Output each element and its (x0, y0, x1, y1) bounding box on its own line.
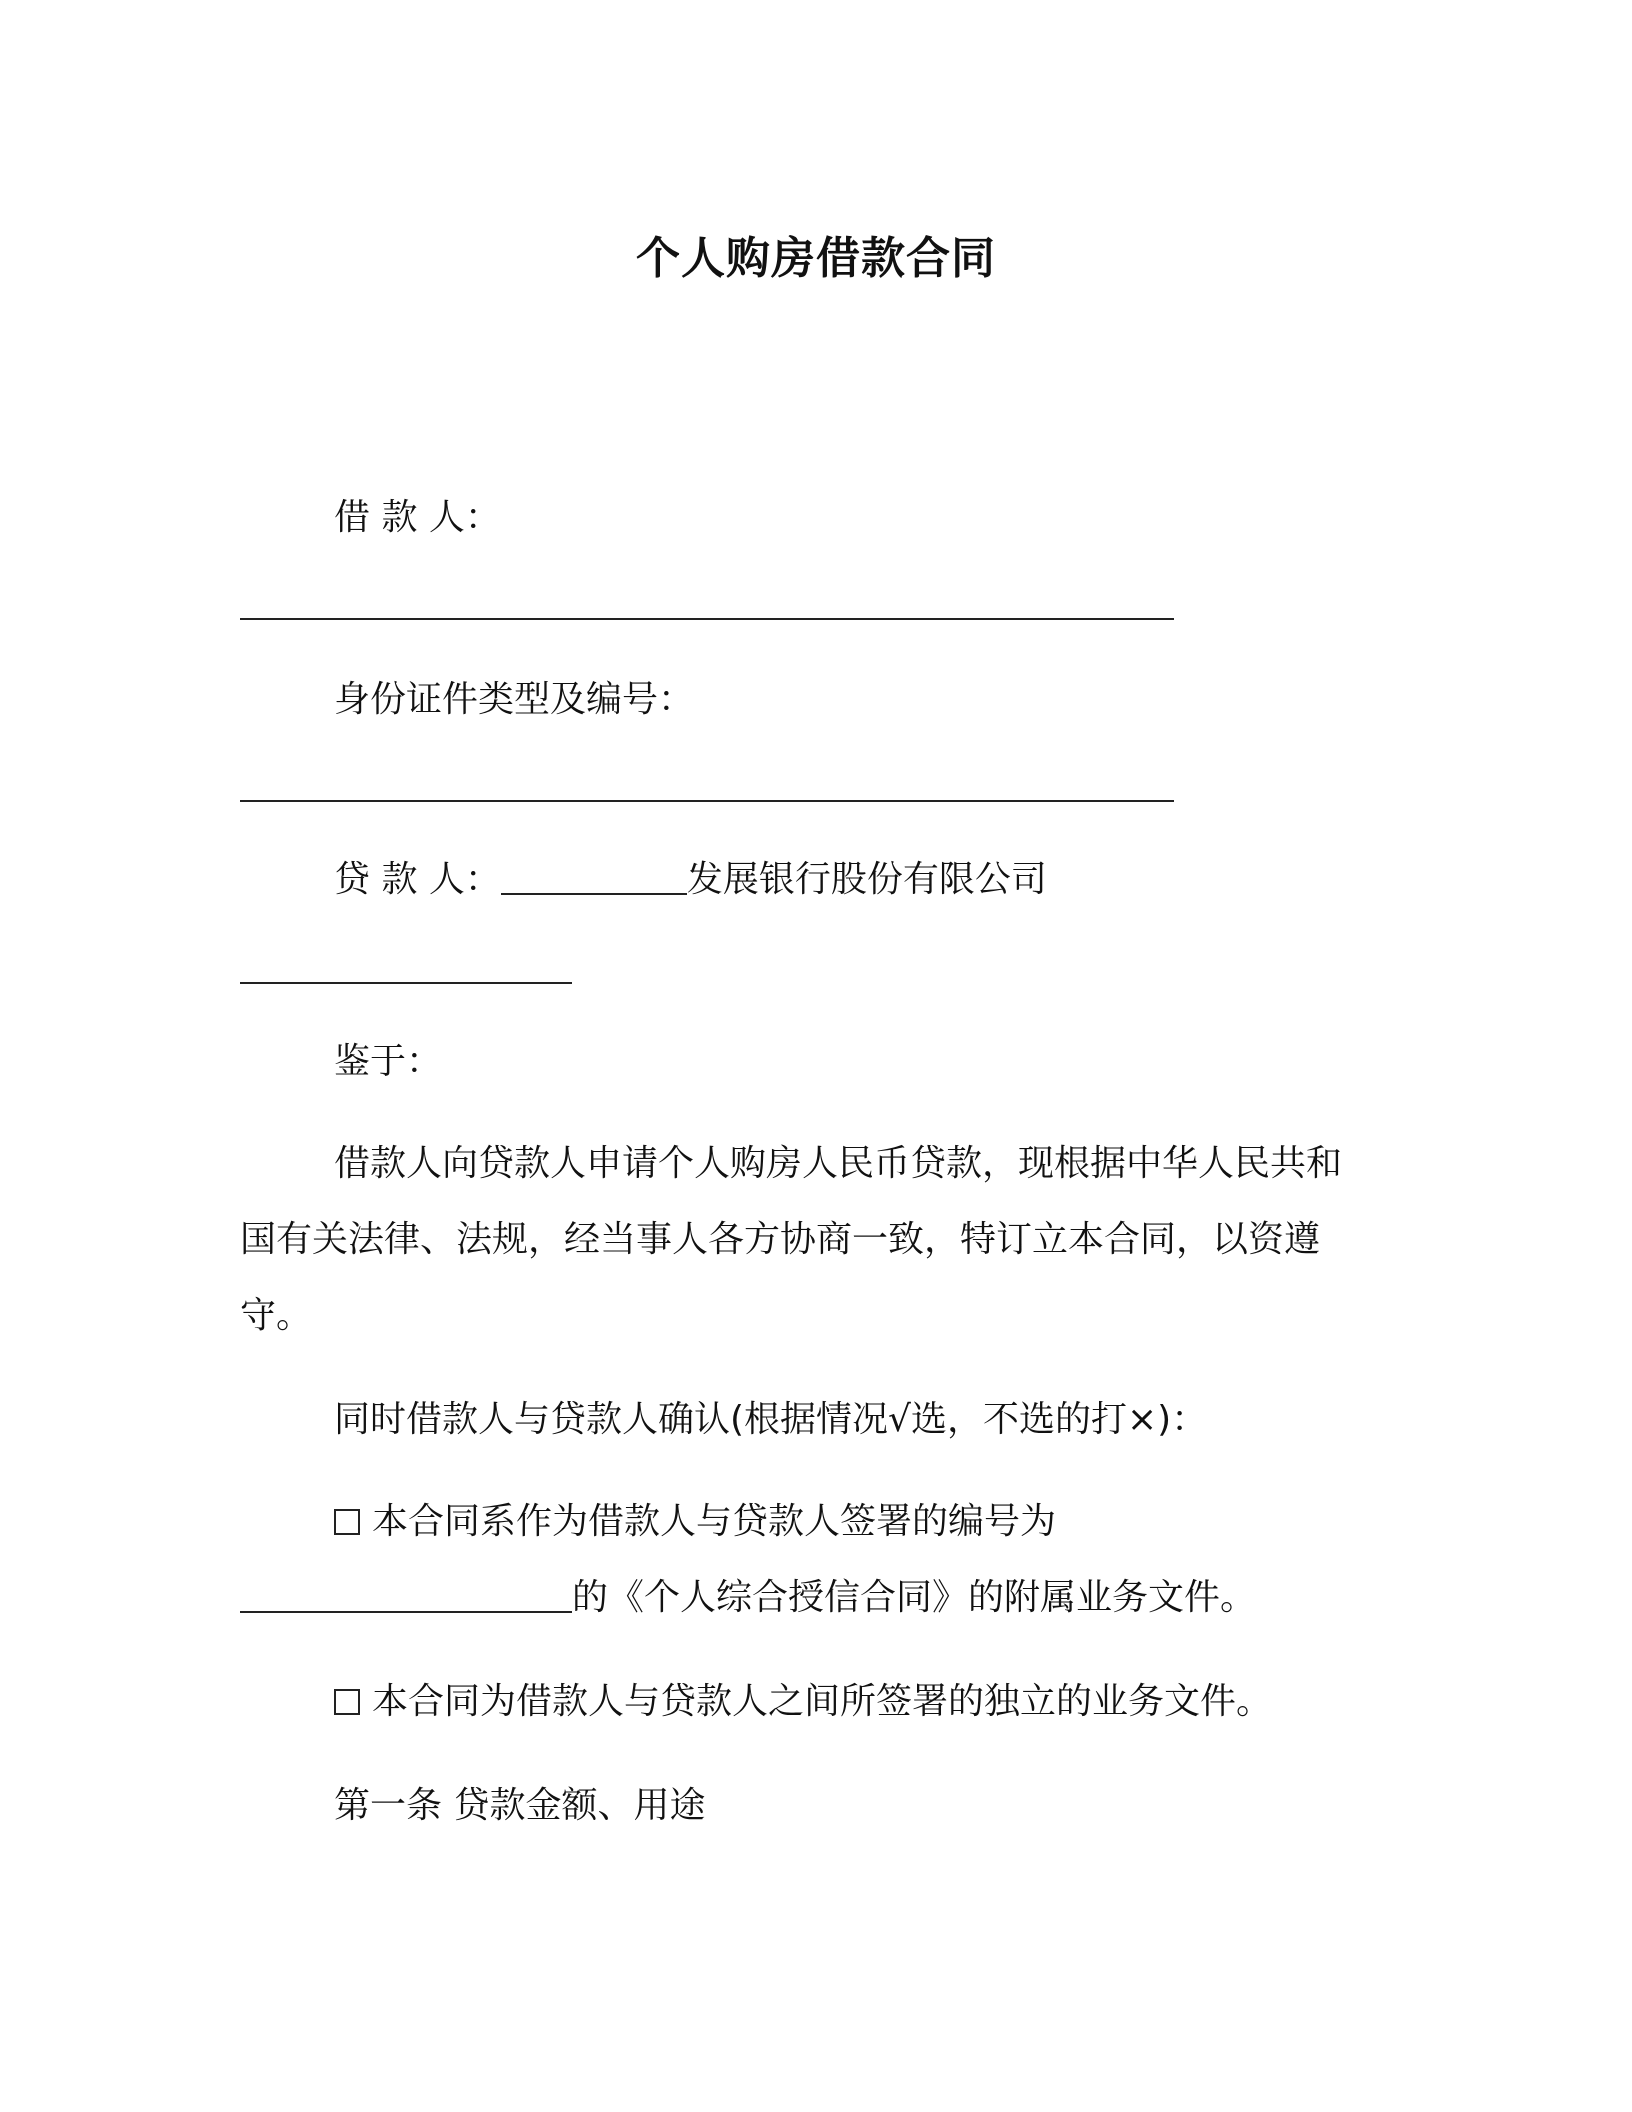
lender-label: 贷 款 人： (334, 859, 501, 900)
option-2-line (334, 1678, 1272, 1726)
lender-name-blank (501, 892, 687, 895)
recital-line-3: 守。 (240, 1295, 313, 1336)
whereas-label: 鉴于： (334, 1041, 443, 1082)
option-2-checkbox[interactable] (334, 1689, 360, 1715)
option-1-line-2 (240, 1574, 1256, 1622)
lender-line (334, 856, 1047, 904)
lender-continuation-blank-line (240, 982, 572, 984)
contract-number-blank (240, 1610, 572, 1613)
option-1-checkbox[interactable] (334, 1509, 360, 1535)
option-1-suffix: 的《个人综合授信合同》的附属业务文件。 (572, 1577, 1257, 1618)
option-2-text: 本合同为借款人与贷款人之间所签署的独立的业务文件。 (372, 1681, 1273, 1722)
id-number-blank-line (240, 800, 1174, 802)
article-1-heading: 第一条 贷款金额、用途 (334, 1785, 706, 1826)
borrower-blank-line (240, 618, 1174, 620)
recital-line-1: 借款人向贷款人申请个人购房人民币贷款，现根据中华人民共和 (334, 1143, 1343, 1184)
option-1-line-1 (334, 1498, 1056, 1546)
id-type-label: 身份证件类型及编号： (334, 679, 695, 720)
document-title: 个人购房借款合同 (636, 233, 996, 284)
option-1-text: 本合同系作为借款人与贷款人签署的编号为 (372, 1501, 1057, 1542)
recital-line-2: 国有关法律、法规，经当事人各方协商一致，特订立本合同，以资遵 (240, 1219, 1321, 1260)
lender-name-suffix: 发展银行股份有限公司 (686, 859, 1047, 900)
confirm-line: 同时借款人与贷款人确认(根据情况√选，不选的打×)： (334, 1399, 1208, 1440)
borrower-label: 借 款 人： (334, 497, 501, 538)
